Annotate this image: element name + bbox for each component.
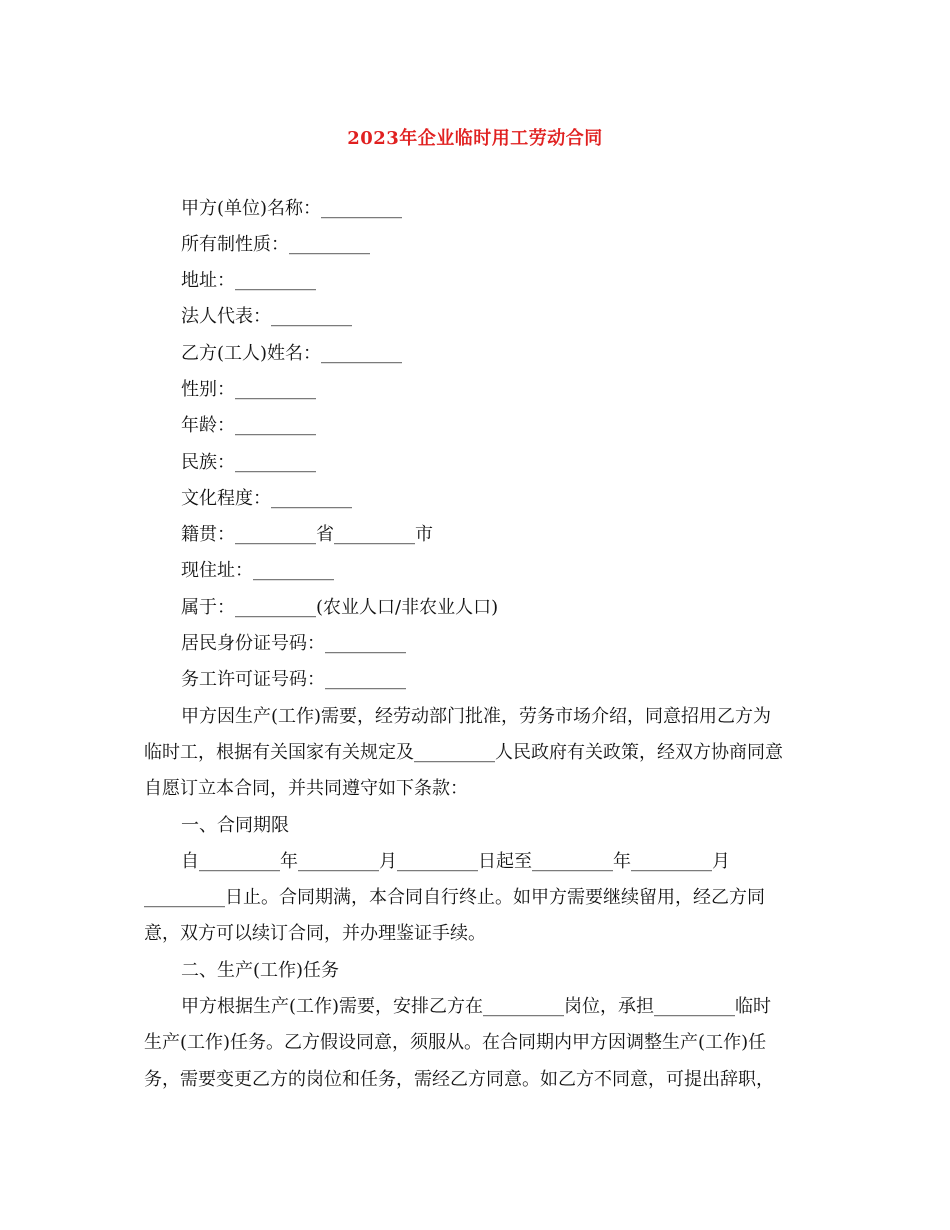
page-title: 2023年企业临时用工劳动合同 (347, 128, 603, 149)
field-id-number: 居民身份证号码：_________ (181, 633, 406, 654)
section-task-line: 务，需要变更乙方的岗位和任务，需经乙方同意。如乙方不同意，可提出辞职， (144, 1069, 774, 1090)
field-ethnicity: 民族：_________ (181, 452, 316, 473)
field-gender: 性别：_________ (181, 379, 316, 400)
preamble-line: 自愿订立本合同，并共同遵守如下条款： (144, 778, 468, 799)
field-native-place: 籍贯：_________省_________市 (181, 524, 433, 545)
field-party-a-name: 甲方(单位)名称：_________ (181, 198, 403, 219)
preamble-line: 临时工，根据有关国家有关规定及_________人民政府有关政策，经双方协商同意 (144, 742, 783, 763)
field-work-permit-number: 务工许可证号码：_________ (181, 669, 406, 690)
section-heading-task: 二、生产(工作)任务 (181, 960, 340, 981)
section-heading-term: 一、合同期限 (181, 815, 289, 836)
field-household-type: 属于：_________(农业人口/非农业人口) (181, 597, 499, 618)
section-term-line: 意，双方可以续订合同，并办理鉴证手续。 (144, 923, 486, 944)
field-current-address: 现住址：_________ (181, 560, 334, 581)
field-address: 地址：_________ (181, 270, 316, 291)
field-ownership-type: 所有制性质：_________ (181, 234, 370, 255)
section-term-line: _________日止。合同期满，本合同自行终止。如甲方需要继续留用，经乙方同 (144, 887, 765, 908)
section-task-line: 甲方根据生产(工作)需要，安排乙方在_________岗位，承担_________临时 (181, 996, 772, 1017)
field-party-b-name: 乙方(工人)姓名：_________ (181, 343, 403, 364)
section-task-line: 生产(工作)任务。乙方假设同意，须服从。在合同期内甲方因调整生产(工作)任 (144, 1032, 767, 1053)
field-age: 年龄：_________ (181, 415, 316, 436)
preamble-line: 甲方因生产(工作)需要，经劳动部门批准，劳务市场介绍，同意招用乙方为 (181, 706, 772, 727)
field-legal-representative: 法人代表：_________ (181, 306, 352, 327)
section-term-line: 自_________年_________月_________日起至_________年_________月 (181, 851, 730, 872)
field-education: 文化程度：_________ (181, 488, 352, 509)
